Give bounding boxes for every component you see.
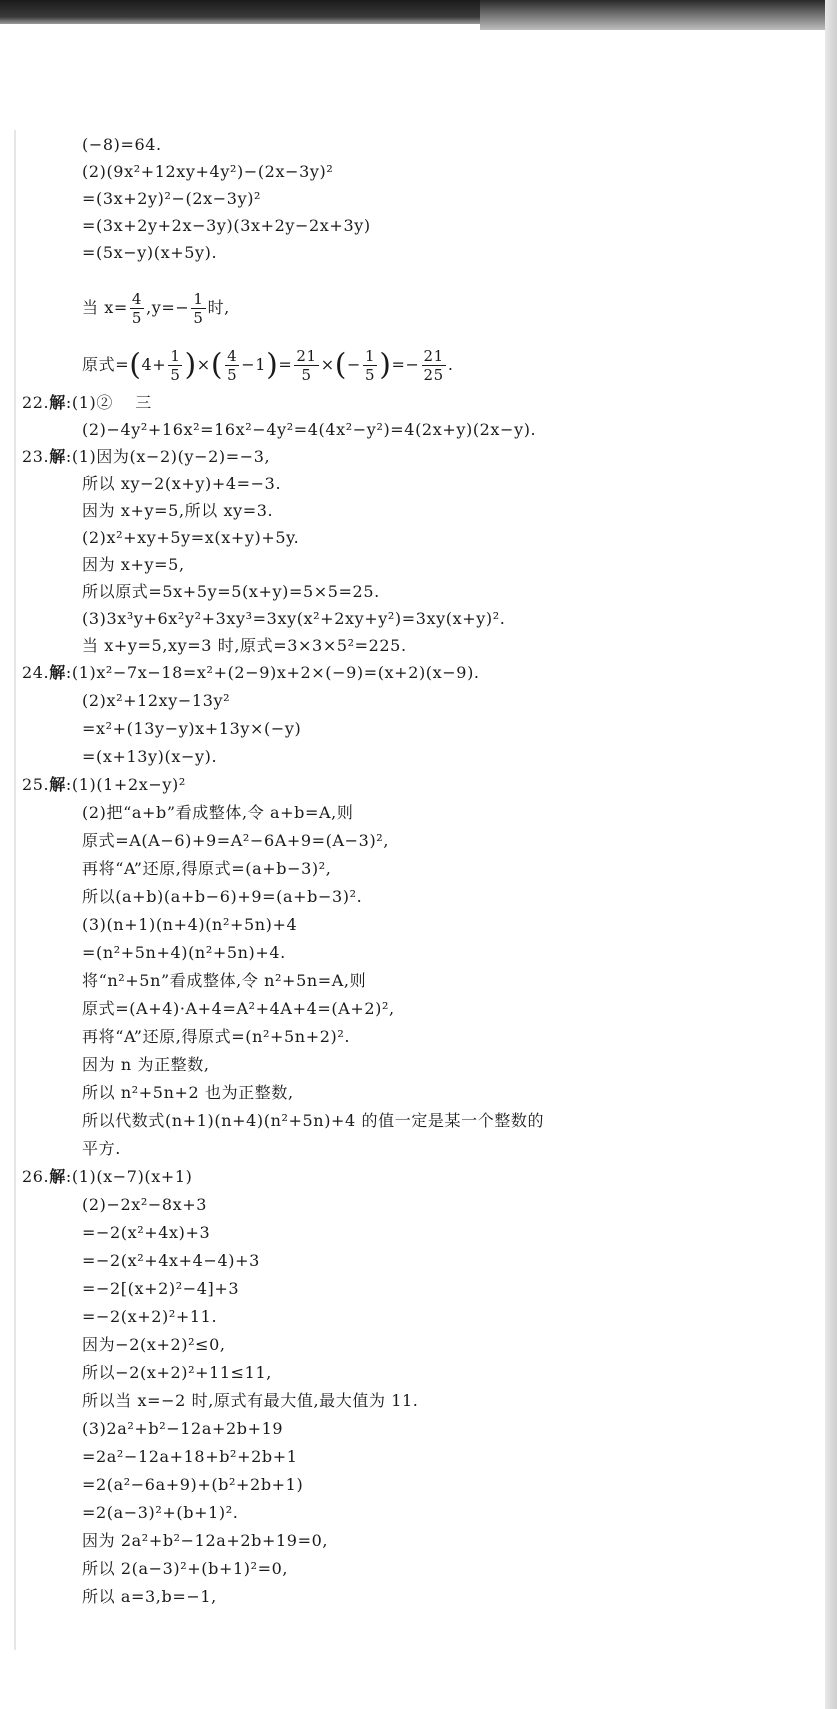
question-26 — [22, 1168, 193, 1186]
text-line: 所以当 x=−2 时,原式有最大值,最大值为 11. — [82, 1391, 419, 1410]
text-segment: ,y=− — [146, 298, 190, 317]
text-line: 因为 x+y=5, — [82, 555, 185, 574]
text-line: 再将“A”还原,得原式=(a+b−3)², — [82, 859, 332, 878]
text-line: =(x+13y)(x−y). — [82, 747, 218, 766]
text-line: 所以代数式(n+1)(n+4)(n²+5n)+4 的值一定是某一个整数的 — [82, 1111, 545, 1130]
fraction — [191, 290, 205, 327]
text-segment: :(1)因为(x−2)(y−2)=−3, — [65, 447, 271, 466]
text-line: 因为 n 为正整数, — [82, 1055, 210, 1074]
question-25 — [22, 776, 186, 794]
text-segment: 4+ — [141, 355, 167, 374]
text-line: =2a²−12a+18+b²+2b+1 — [82, 1447, 298, 1466]
text-line: 所以 2(a−3)²+(b+1)²=0, — [82, 1559, 289, 1578]
numerator: 1 — [193, 290, 204, 308]
numerator: 4 — [131, 290, 143, 308]
text-line: (2)−4y²+16x²=16x²−4y²=4(4x²−y²)=4(2x+y)(2x−y). — [82, 420, 537, 439]
text-segment: 当 x= — [82, 298, 128, 317]
text-line: =−2(x+2)²+11. — [82, 1307, 218, 1326]
text-line-fractions — [82, 347, 454, 384]
text-line: 因为 2a²+b²−12a+2b+19=0, — [82, 1531, 329, 1550]
binding-shadow — [14, 130, 16, 1650]
denominator: 5 — [131, 309, 143, 327]
text-segment: × — [320, 355, 335, 374]
text-line: 平方. — [82, 1139, 121, 1158]
text-segment: × — [196, 355, 211, 374]
fraction — [225, 347, 239, 384]
denominator: 25 — [423, 366, 444, 384]
text-line: =−2[(x+2)²−4]+3 — [82, 1279, 240, 1298]
text-line: 所以−2(x+2)²+11≤11, — [82, 1363, 272, 1382]
denominator: 5 — [227, 366, 238, 384]
fraction — [363, 347, 377, 384]
text-line: 因为−2(x+2)²≤0, — [82, 1335, 226, 1354]
solution-label: 解 — [49, 663, 66, 682]
solution-label: 解 — [49, 393, 66, 412]
numerator: 4 — [227, 347, 238, 365]
text-line: (3)2a²+b²−12a+2b+19 — [82, 1419, 284, 1438]
text-segment: −1 — [241, 355, 267, 374]
text-line: 所以 n²+5n+2 也为正整数, — [82, 1083, 294, 1102]
fraction — [130, 290, 144, 327]
text-line: 所以 xy−2(x+y)+4=−3. — [82, 474, 282, 493]
paren-left: ( — [334, 347, 348, 383]
denominator: 5 — [193, 309, 204, 327]
text-line: =(5x−y)(x+5y). — [82, 243, 218, 262]
question-23 — [22, 448, 270, 466]
paren-right: ) — [266, 347, 279, 383]
page-right-edge — [825, 0, 837, 1709]
text-line: (2)−2x²−8x+3 — [82, 1195, 208, 1214]
text-segment: . — [447, 355, 454, 374]
text-line: (2)x²+xy+5y=x(x+y)+5y. — [82, 528, 300, 547]
solution-label: 解 — [49, 775, 66, 794]
text-line: =(3x+2y)²−(2x−3y)² — [82, 189, 262, 208]
text-segment: =− — [391, 355, 420, 374]
numerator: 21 — [296, 347, 317, 365]
text-line: 将“n²+5n”看成整体,令 n²+5n=A,则 — [82, 971, 367, 990]
text-line: =(3x+2y+2x−3y)(3x+2y−2x+3y) — [82, 216, 371, 235]
question-22 — [22, 394, 152, 412]
text-line: =2(a−3)²+(b+1)². — [82, 1503, 239, 1522]
fraction — [422, 347, 446, 384]
text-segment: 时, — [207, 298, 230, 317]
text-line: (−8)=64. — [82, 135, 162, 154]
text-line: =(n²+5n+4)(n²+5n)+4. — [82, 943, 286, 962]
text-segment: 原式= — [82, 355, 130, 374]
text-line: =−2(x²+4x+4−4)+3 — [82, 1251, 260, 1270]
text-line: =2(a²−6a+9)+(b²+2b+1) — [82, 1475, 304, 1494]
paren-left: ( — [129, 347, 142, 383]
text-line: 因为 x+y=5,所以 xy=3. — [82, 501, 274, 520]
text-line: 原式=A(A−6)+9=A²−6A+9=(A−3)², — [82, 831, 390, 850]
question-number: 23. — [22, 447, 50, 466]
text-line: (2)把“a+b”看成整体,令 a+b=A,则 — [82, 803, 354, 822]
text-segment: = — [278, 355, 293, 374]
question-number: 26. — [22, 1167, 50, 1186]
fraction — [168, 347, 182, 384]
question-number: 24. — [22, 663, 50, 682]
solution-label: 解 — [49, 1167, 66, 1186]
text-line: (3)3x³y+6x²y²+3xy³=3xy(x²+2xy+y²)=3xy(x+y)². — [82, 609, 506, 628]
text-line: (3)(n+1)(n+4)(n²+5n)+4 — [82, 915, 298, 934]
paren-right: ) — [184, 347, 197, 383]
paren-right: ) — [379, 347, 392, 383]
text-segment: :(1)(1+2x−y)² — [65, 775, 186, 794]
text-line: 所以 a=3,b=−1, — [82, 1587, 217, 1606]
denominator: 5 — [365, 366, 376, 384]
denominator: 5 — [170, 366, 181, 384]
question-number: 25. — [22, 775, 50, 794]
text-line: 所以原式=5x+5y=5(x+y)=5×5=25. — [82, 582, 380, 601]
question-24 — [22, 664, 480, 682]
fraction — [294, 347, 318, 384]
text-line-fractions — [82, 290, 230, 327]
solution-label: 解 — [49, 447, 66, 466]
text-segment: :(1)(x−7)(x+1) — [65, 1167, 193, 1186]
text-line: =x²+(13y−y)x+13y×(−y) — [82, 719, 302, 738]
text-line: 原式=(A+4)·A+4=A²+4A+4=(A+2)², — [82, 999, 395, 1018]
text-line: (2)(9x²+12xy+4y²)−(2x−3y)² — [82, 162, 334, 181]
text-line: 再将“A”还原,得原式=(n²+5n+2)². — [82, 1027, 351, 1046]
numerator: 1 — [365, 347, 376, 365]
text-line: 所以(a+b)(a+b−6)+9=(a+b−3)². — [82, 887, 363, 906]
text-segment: :(1)x²−7x−18=x²+(2−9)x+2×(−9)=(x+2)(x−9). — [65, 663, 480, 682]
text-segment: :(1)② 三 — [65, 393, 152, 412]
numerator: 21 — [423, 347, 444, 365]
paren-left: ( — [210, 347, 224, 383]
scan-top-shadow-right — [480, 0, 837, 30]
question-number: 22. — [22, 393, 50, 412]
text-line: 当 x+y=5,xy=3 时,原式=3×3×5²=225. — [82, 636, 407, 655]
text-line: =−2(x²+4x)+3 — [82, 1223, 211, 1242]
text-segment: − — [347, 355, 362, 374]
numerator: 1 — [170, 347, 181, 365]
text-line: (2)x²+12xy−13y² — [82, 691, 231, 710]
denominator: 5 — [294, 365, 318, 384]
